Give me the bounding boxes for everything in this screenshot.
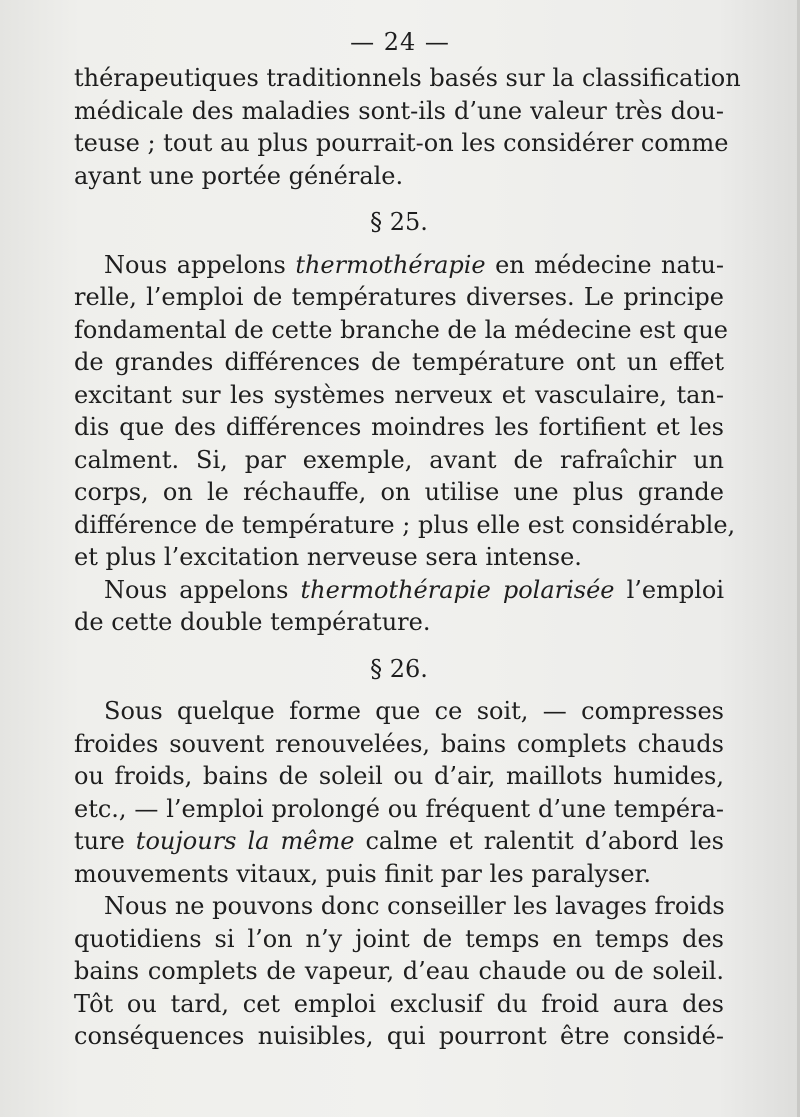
text-line: ou froids, bains de soleil ou d’air, maillots humides, [74, 762, 724, 790]
page-number: — 24 — [350, 28, 450, 56]
text-line: Nous appelons thermothérapie en médecine natu- [104, 250, 724, 279]
text-line: corps, on le réchauffe, on utilise une plus grande [74, 478, 724, 506]
text-line: de grandes différences de température ont un effet [74, 348, 724, 376]
text-line: Tôt ou tard, cet emploi exclusif du froid aura des [74, 989, 724, 1018]
text-line: conséquences nuisibles, qui pourront être considé- [74, 1022, 724, 1050]
text-line: quotidiens si l’on n’y joint de temps en temps des [74, 924, 724, 953]
text-line: froides souvent renouvelées, bains complets chauds [74, 729, 724, 758]
text-line: fondamental de cette branche de la médecine est que [74, 315, 728, 344]
paragraph-temperature-constante [74, 695, 724, 890]
text-line: bains complets de vapeur, d’eau chaude ou de soleil. [74, 957, 724, 985]
paragraph-thermotherapie [74, 249, 736, 574]
text-line: dis que des différences moindres les fortifient et les [74, 413, 724, 441]
section-heading-26: § 26. [370, 654, 428, 683]
text-line: médicale des maladies sont-ils d’une valeur très dou- [74, 96, 724, 125]
emphasis-term: thermothérapie polarisée [300, 575, 615, 604]
text-line: ture toujours la même calme et ralentit d’abord les [74, 827, 724, 855]
text-line: calment. Si, par exemple, avant de rafraîchir un [74, 445, 724, 474]
text-line: teuse ; tout au plus pourrait-on les considérer comme [74, 129, 729, 157]
text-line: ayant une portée générale. [74, 161, 404, 190]
section-heading-25: § 25. [370, 208, 428, 236]
text-line: de cette double température. [74, 608, 431, 636]
text-line: mouvements vitaux, puis finit par les paralyser. [74, 859, 651, 888]
text-line: relle, l’emploi de températures diverses. Le principe [74, 283, 724, 311]
text-line: Sous quelque forme que ce soit, — compresses [104, 697, 724, 725]
text-line: excitant sur les systèmes nerveux et vasculaire, tan- [74, 380, 724, 409]
text-line: etc., — l’emploi prolongé ou fréquent d’une tempéra- [74, 794, 724, 823]
text-line: différence de température ; plus elle est considérable, [74, 510, 736, 539]
paragraph-polarisee [74, 574, 724, 639]
paragraph-lavages-froids [74, 890, 724, 1053]
page-body [74, 62, 741, 1053]
emphasis-term: toujours la même [135, 827, 355, 855]
text-line: Nous ne pouvons donc conseiller les lavages froids [104, 892, 725, 920]
text-line: et plus l’excitation nerveuse sera intense. [74, 543, 582, 571]
text-line: Nous appelons thermothérapie polarisée l’emploi [104, 575, 724, 604]
text-line: thérapeutiques traditionnels basés sur la classification [74, 64, 741, 92]
paragraph-continuation [74, 62, 741, 192]
emphasis-term: thermothérapie [295, 250, 486, 279]
